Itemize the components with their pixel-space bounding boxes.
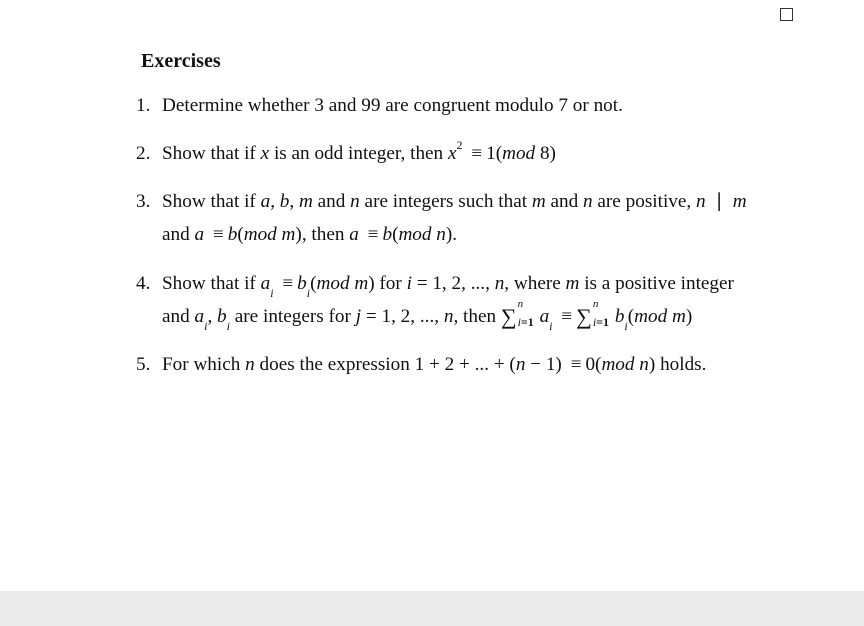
exercise-text-line-2: and $a_i$, $b_i$ are integers for j = 1, 2, ..., n, then ∑ n i=1 $a_i$ ≡ ∑ n i=1 $b_i(mod$ m) bbox=[162, 297, 693, 333]
exercise-text: For which n does the expression 1 + 2 + ... + (n − 1) ≡ 0(mod n) holds. bbox=[162, 354, 707, 375]
exercise-text-line-1: Show that if a, b, m and n are integers such that m and n are positive, n ∣ m bbox=[162, 191, 747, 212]
exercise-number: 2. bbox=[136, 143, 151, 164]
exercise-number: 4. bbox=[136, 273, 151, 294]
exercise-item-3 bbox=[136, 185, 804, 251]
exercise-number: 3. bbox=[136, 191, 151, 212]
exercises-heading: Exercises bbox=[141, 50, 221, 72]
exercise-text: Determine whether 3 and 99 are congruent modulo 7 or not. bbox=[162, 95, 623, 116]
exercise-text-line-2: and a ≡ b(mod m), then a ≡ b(mod n). bbox=[162, 224, 458, 245]
bottom-scroll-bar bbox=[0, 591, 864, 626]
exercise-text-line-1: Show that if $a_i \equiv b_i(mod$ m) for i = 1, 2, ..., n, where m is a positive integer bbox=[162, 273, 734, 300]
exercise-number: 5. bbox=[136, 354, 151, 375]
exercise-text: Show that if x is an odd integer, then $x^2 \equiv 1(mod$ 8) bbox=[162, 137, 556, 164]
exercise-item-4 bbox=[136, 267, 804, 333]
checkbox-icon[interactable] bbox=[780, 8, 793, 21]
exercise-number: 1. bbox=[136, 95, 151, 116]
